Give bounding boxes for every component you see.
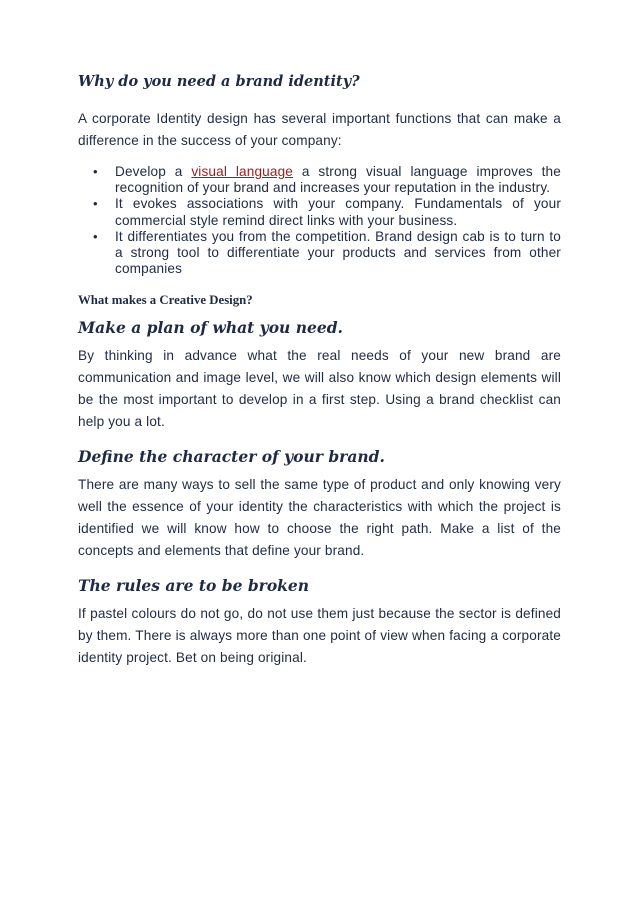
bullet-item-visual-language — [78, 164, 561, 196]
heading-creative-design: What makes a Creative Design? — [78, 293, 253, 308]
bullet-item-associations — [78, 196, 561, 228]
bullet-icon: • — [93, 196, 98, 212]
bullet-list — [78, 164, 561, 277]
bullet-item-differentiates — [78, 229, 561, 278]
bullet-icon: • — [93, 164, 98, 179]
paragraph-define-character: There are many ways to sell the same type of product and only knowing very well the essence of your identity the characteristics with which the project is identified we will know how to choose the right path. Make a list of the concepts and elements that define your brand. — [78, 477, 561, 559]
heading-brand-identity: Why do you need a brand identity? — [78, 73, 360, 90]
intro-paragraph: A corporate Identity design has several important functions that can make a difference in the success of your company: — [78, 111, 561, 148]
bullet-text-pre: Develop a — [115, 164, 192, 179]
paragraph-make-a-plan: By thinking in advance what the real needs of your new brand are communication and image level, we will also know which design elements will be the most important to develop in a first step. Using a brand checklist can help you a lot. — [78, 348, 561, 430]
heading-make-a-plan: Make a plan of what you need. — [78, 318, 343, 338]
heading-rules-broken: The rules are to be broken — [78, 576, 310, 596]
bullet-icon: • — [93, 228, 98, 244]
heading-define-character: Define the character of your brand. — [78, 447, 385, 467]
bullet-text-post: a strong visual language improves the recognition of your brand and increases your reputation in the industry. — [115, 164, 561, 196]
paragraph-rules-broken: If pastel colours do not go, do not use them just because the sector is defined by them. There is always more than one point of view when facing a corporate identity project. Bet on being original. — [78, 606, 561, 666]
visual-language-link[interactable]: visual language — [191, 164, 293, 179]
bullet-text: It differentiates you from the competition. Brand design cab is to turn to a strong tool to differentiate your products and services from other companies — [115, 228, 561, 277]
bullet-text: It evokes associations with your company. Fundamentals of your commercial style remind direct links with your business. — [115, 196, 561, 228]
document-content — [78, 73, 561, 669]
